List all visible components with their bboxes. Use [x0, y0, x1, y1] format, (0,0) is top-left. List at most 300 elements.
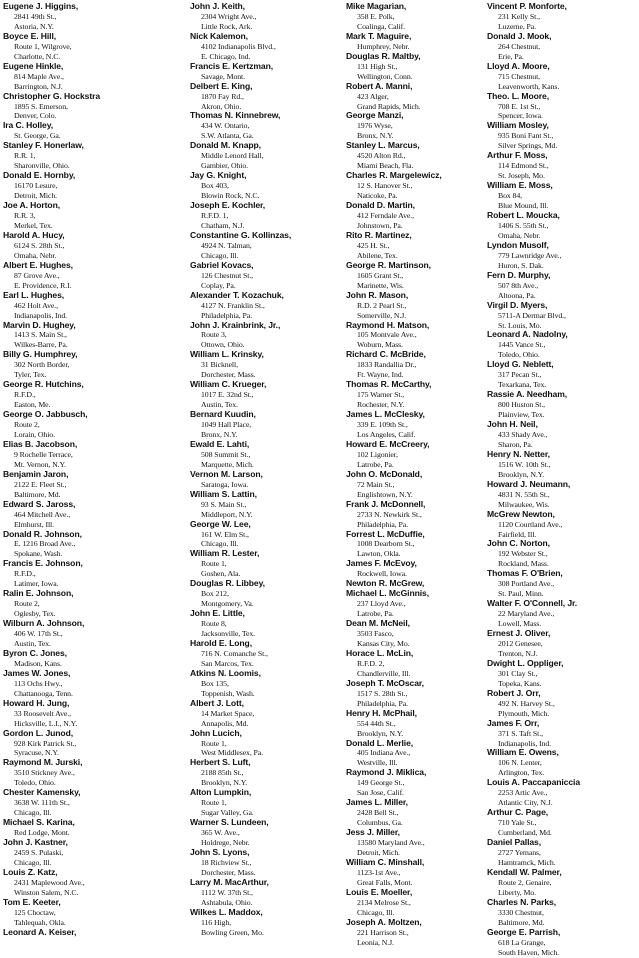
entry-address-line: 462 Holt Ave., — [14, 300, 58, 310]
entry-address-line: Goshen, Ala. — [201, 569, 241, 579]
directory-entry — [487, 211, 639, 241]
entry-address-line: Elmhurst, Ill. — [14, 519, 54, 529]
entry-address-line: Montgomery, Va. — [201, 599, 254, 609]
entry-address-line: 618 La Grange, — [498, 937, 546, 947]
entry-address-line: Baltimore, Md. — [14, 489, 61, 499]
entry-address-line: 2304 Wright Ave., — [201, 11, 257, 21]
entry-address-line: Atlantic City, N.J. — [498, 798, 553, 808]
directory-entry — [190, 2, 345, 32]
directory-entry — [346, 530, 501, 560]
directory-entry — [487, 778, 639, 808]
entry-address-line: Somerville, N.J. — [357, 310, 407, 320]
entry-address-line: 1517 S. 28th St., — [357, 688, 408, 698]
entry-address-line: Annapolis, Md. — [201, 718, 249, 728]
entry-name: Donald R. Johnson, — [3, 528, 82, 539]
entry-address-line: St. George, Ga. — [14, 131, 61, 141]
directory-entry — [3, 32, 158, 62]
directory-entry — [346, 858, 501, 888]
entry-name: James W. Jones, — [3, 667, 71, 678]
entry-address-line: Denver, Colo. — [14, 111, 57, 121]
directory-entry — [190, 111, 345, 141]
entry-name: Donald J. Mook, — [487, 30, 552, 41]
entry-name: Walter F. O'Connell, Jr. — [487, 598, 578, 609]
directory-entry — [190, 201, 345, 231]
entry-name: Virgil D. Myers, — [487, 299, 548, 310]
entry-address-line: 87 Grove Ave., — [14, 270, 60, 280]
entry-address-line: R.F.D. 1, — [201, 211, 229, 221]
entry-address-line: Blue Mound, Ill. — [498, 201, 549, 211]
directory-entry — [346, 111, 501, 141]
directory-entry — [487, 181, 639, 211]
directory-entry — [487, 151, 639, 181]
entry-name: Joe A. Horton, — [3, 200, 61, 211]
entry-address-line: Latrobe, Pa. — [357, 459, 394, 469]
entry-address-line: San Marcos, Tex. — [201, 658, 254, 668]
entry-address-line: 22 Maryland Ave., — [498, 609, 555, 619]
directory-entry — [346, 82, 501, 112]
entry-address-line: Middle Lenord Hall, — [201, 151, 264, 161]
entry-address-line: Spokane, Wash. — [14, 549, 63, 559]
entry-name: Charles N. Parks, — [487, 896, 556, 907]
entry-address-line: Brooklyn, N.Y. — [498, 469, 545, 479]
directory-entry — [3, 92, 158, 122]
entry-address-line: Plymouth, Mich. — [498, 708, 550, 718]
directory-entry — [3, 141, 158, 171]
directory-entry — [346, 828, 501, 858]
entry-address-line: 33 Roosevelt Ave., — [14, 708, 71, 718]
entry-address-line: 2841 49th St., — [14, 11, 57, 21]
entry-name: Forrest L. McDuffie, — [346, 528, 425, 539]
entry-name: John J. Kastner, — [3, 837, 68, 848]
entry-address-line: Chattanooga, Tenn. — [14, 688, 73, 698]
entry-address-line: Rockland, Mass. — [498, 559, 549, 569]
entry-address-line: Kansas City, Mo. — [357, 639, 410, 648]
directory-entry — [190, 729, 345, 759]
entry-address-line: Winston Salem, N.C. — [14, 887, 79, 897]
entry-address-line: Hicksville, L.I., N.Y. — [14, 718, 78, 728]
entry-name: Atkins N. Loomis, — [190, 667, 261, 678]
entry-address-line: Madison, Kans. — [14, 658, 62, 668]
directory-entry — [487, 629, 639, 659]
entry-name: Henry H. McPhail, — [346, 707, 417, 718]
entry-address-line: Saratoga, Iowa. — [201, 479, 249, 489]
entry-name: Albert J. Lott, — [190, 697, 244, 708]
entry-address-line: Topeka, Kans. — [498, 678, 542, 688]
entry-address-line: 3330 Chestnut, — [498, 907, 544, 917]
entry-address-line: Bowling Green, Mo. — [201, 927, 264, 937]
entry-address-line: 508 Summit St., — [201, 449, 251, 459]
entry-name: Jay G. Knight, — [190, 170, 247, 181]
directory-entry — [487, 659, 639, 689]
entry-name: James F. McEvoy, — [346, 558, 417, 569]
entry-name: Arthur C. Page, — [487, 807, 549, 818]
entry-name: Mike Magarian, — [346, 1, 407, 11]
entry-address-line: 113 Ochs Hwy., — [14, 678, 63, 688]
entry-address-line: St. Louis, Mo. — [498, 320, 542, 330]
entry-name: James L. McClesky, — [346, 409, 425, 420]
entry-address-line: Altoona, Pa. — [498, 290, 536, 300]
entry-address-line: Route 2, — [14, 420, 40, 430]
directory-entry — [190, 788, 345, 818]
entry-address-line: 192 Webster St., — [498, 549, 548, 559]
entry-address-line: Great Falls, Mont. — [357, 877, 413, 887]
entry-name: Alexander T. Kozachuk, — [190, 289, 284, 300]
entry-name: Edward S. Jaross, — [3, 498, 76, 509]
entry-name: Henry N. Netter, — [487, 448, 550, 459]
entry-name: Billy G. Humphrey, — [3, 349, 78, 360]
entry-address-line: Route 1, Wilgrove, — [14, 41, 72, 51]
entry-address-line: 231 Kelly St., — [498, 11, 540, 21]
entry-address-line: Naticoke, Pa. — [357, 191, 398, 201]
entry-address-line: 3510 Stickney Ave., — [14, 768, 75, 778]
entry-address-line: 1008 Dearborn St., — [357, 539, 415, 549]
entry-address-line: Baltimore, Md. — [498, 917, 545, 927]
entry-name: Joseph A. Moltzen, — [346, 916, 422, 927]
directory-entry — [3, 350, 158, 380]
entry-address-line: 1870 Fay Rd., — [201, 91, 244, 101]
directory-entry — [346, 589, 501, 619]
entry-address-line: Blowin Rock, N.C. — [201, 191, 260, 201]
entry-address-line: Chandlerville, Ill. — [357, 668, 411, 678]
directory-entry — [3, 669, 158, 699]
entry-address-line: 2012 Genesee, — [498, 639, 543, 648]
directory-entry — [487, 719, 639, 749]
entry-address-line: 1406 S. 55th St., — [498, 220, 549, 230]
directory-entry — [3, 619, 158, 649]
directory-entry — [346, 500, 501, 530]
directory-entry — [190, 848, 345, 878]
entry-name: Albert E. Hughes, — [3, 259, 73, 270]
directory-entry — [346, 470, 501, 500]
entry-address-line: Plainview, Tex. — [498, 410, 545, 420]
directory-entry — [346, 440, 501, 470]
directory-entry — [3, 559, 158, 589]
entry-address-line: Abilene, Tex. — [357, 250, 398, 260]
directory-entry — [487, 241, 639, 271]
directory-entry — [487, 2, 639, 32]
entry-address-line: 221 Harrison St., — [357, 927, 409, 937]
entry-name: John E. Little, — [190, 608, 245, 619]
directory-entry — [487, 838, 639, 868]
directory-entry — [487, 928, 639, 958]
entry-address-line: 1017 E. 32nd St., — [201, 390, 254, 400]
directory-entry — [487, 390, 639, 420]
entry-address-line: 72 Main St., — [357, 479, 395, 489]
directory-entry — [346, 888, 501, 918]
entry-name: Newton R. McGrew, — [346, 578, 425, 589]
entry-address-line: Brooklyn, N.Y. — [357, 728, 404, 738]
entry-address-line: Ashtabula, Ohio. — [201, 897, 253, 907]
entry-address-line: 423 Alger, — [357, 91, 389, 101]
entry-address-line: Rockwell, Iowa. — [357, 569, 407, 579]
entry-name: Chester Kamensky, — [3, 787, 81, 798]
entry-address-line: 131 High St., — [357, 61, 398, 71]
entry-name: George R. Martinson, — [346, 259, 431, 270]
entry-address-line: Tyler, Tex. — [14, 370, 47, 380]
entry-address-line: 5711-A Dermar Blvd., — [498, 310, 566, 320]
entry-address-line: Chatham, N.J. — [201, 220, 245, 230]
entry-name: Howard E. McCreery, — [346, 438, 430, 449]
entry-address-line: Dorchester, Mass. — [201, 867, 256, 877]
entry-name: Fern D. Murphy, — [487, 269, 551, 280]
entry-address-line: 116 High, — [201, 917, 231, 927]
entry-address-line: Wellington, Conn. — [357, 71, 413, 81]
entry-name: Eugene Hinkle, — [3, 60, 64, 71]
entry-address-line: 13580 Maryland Ave., — [357, 838, 425, 848]
directory-entry — [3, 62, 158, 92]
entry-name: Francis E. Johnson, — [3, 558, 83, 569]
entry-address-line: E. Providence, R.I. — [14, 280, 72, 290]
directory-entry — [190, 878, 345, 908]
entry-name: Frank J. McDonnell, — [346, 498, 426, 509]
entry-address-line: 317 Pecan St., — [498, 370, 542, 380]
entry-address-line: Grand Rapids, Mich. — [357, 101, 421, 111]
entry-address-line: Ft. Wayne, Ind. — [357, 370, 404, 380]
entry-name: Elias B. Jacobson, — [3, 438, 78, 449]
entry-address-line: 105 Montvale Ave., — [357, 330, 417, 340]
directory-entry — [190, 818, 345, 848]
entry-address-line: 339 E. 109th St., — [357, 420, 408, 430]
entry-address-line: R.R. 3, — [14, 211, 36, 221]
entry-address-line: Box 212, — [201, 589, 229, 599]
entry-name: Leonard A. Nadolny, — [487, 329, 568, 340]
entry-address-line: 1120 Courtland Ave., — [498, 519, 563, 529]
directory-entry — [346, 141, 501, 171]
entry-address-line: E. Chicago, Ind. — [201, 51, 251, 61]
entry-name: Donald D. Martin, — [346, 200, 415, 211]
entry-address-line: Detroit, Mich. — [357, 848, 400, 858]
entry-address-line: Coplay, Pa. — [201, 280, 236, 290]
directory-column-3 — [346, 2, 501, 948]
entry-address-line: Middleport, N.Y. — [201, 509, 253, 519]
directory-entry — [3, 261, 158, 291]
entry-address-line: 4127 N. Franklin St., — [201, 300, 265, 310]
entry-name: Bernard Kuudin, — [190, 409, 256, 420]
entry-address-line: Spencer, Iowa. — [498, 111, 543, 121]
entry-name: Benjamin Jaron, — [3, 468, 69, 479]
entry-address-line: 237 Lloyd Ave., — [357, 599, 406, 609]
directory-entry — [346, 649, 501, 679]
entry-address-line: 9 Rochelle Terrace, — [14, 449, 73, 459]
directory-entry — [346, 261, 501, 291]
directory-entry — [346, 380, 501, 410]
directory-entry — [3, 291, 158, 321]
entry-address-line: 554 44th St., — [357, 718, 396, 728]
entry-address-line: 4924 N. Talman, — [201, 240, 252, 250]
entry-name: Gabriel Kovacs, — [190, 259, 254, 270]
directory-entry — [487, 330, 639, 360]
directory-entry — [346, 559, 501, 579]
entry-name: William E. Owens, — [487, 747, 559, 758]
directory-entry — [346, 2, 501, 32]
entry-address-line: Silver Springs, Md. — [498, 141, 558, 151]
directory-entry — [190, 261, 345, 291]
directory-entry — [3, 788, 158, 818]
entry-address-line: 6124 S. 28th St., — [14, 240, 65, 250]
entry-name: William R. Lester, — [190, 548, 260, 559]
entry-address-line: Savage, Mont. — [201, 71, 245, 81]
directory-entry — [487, 808, 639, 838]
entry-address-line: S.W. Atlanta, Ga. — [201, 131, 254, 141]
entry-address-line: Englishtown, N.Y. — [357, 489, 413, 499]
entry-name: Louis E. Moeller, — [346, 886, 413, 897]
entry-address-line: 1445 Vance St., — [498, 340, 546, 350]
directory-entry — [3, 231, 158, 261]
entry-address-line: Sharonville, Ohio. — [14, 161, 70, 171]
entry-address-line: 149 George St., — [357, 778, 405, 788]
directory-entry — [346, 410, 501, 440]
entry-address-line: 2253 Artic Ave., — [498, 788, 548, 798]
entry-name: Kendall W. Palmer, — [487, 866, 562, 877]
entry-address-line: 16170 Lesure, — [14, 181, 58, 191]
entry-address-line: Marquette, Mich. — [201, 459, 254, 469]
entry-name: Daniel Pallas, — [487, 837, 542, 848]
entry-name: Howard H. Jung, — [3, 697, 70, 708]
entry-address-line: 406 W. 17th St., — [14, 629, 63, 639]
entry-address-line: 301 Clay St., — [498, 668, 538, 678]
entry-address-line: 1413 S. Main St., — [14, 330, 67, 340]
directory-entry — [3, 898, 158, 928]
directory-entry — [3, 928, 158, 938]
entry-address-line: R.D. 2 Pearl St., — [357, 300, 407, 310]
entry-address-line: 31 Bicknell, — [201, 360, 238, 370]
entry-address-line: R.F.D. 2, — [357, 658, 385, 668]
entry-address-line: Luzerne, Pa. — [498, 21, 536, 31]
directory-entry — [487, 689, 639, 719]
entry-address-line: Route 2, Genaire, — [498, 877, 552, 887]
entry-name: Michael L. McGinnis, — [346, 588, 429, 599]
entry-address-line: Route 2, — [14, 599, 40, 609]
entry-name: Charles R. Margelewicz, — [346, 170, 442, 181]
entry-address-line: Sharon, Pa. — [498, 439, 533, 449]
directory-entry — [190, 639, 345, 669]
entry-address-line: Chicago, Ill. — [201, 250, 239, 260]
entry-address-line: 708 E. 1st St., — [498, 101, 541, 111]
entry-name: Delbert E. King, — [190, 80, 253, 91]
entry-name: Donald L. Merlie, — [346, 737, 414, 748]
entry-name: Boyce E. Hill, — [3, 30, 57, 41]
entry-address-line: 4520 Alton Rd., — [357, 151, 406, 161]
entry-address-line: Ottown, Ohio. — [201, 340, 245, 350]
entry-address-line: 928 Kirk Patrick St., — [14, 738, 77, 748]
entry-name: George Manzi, — [346, 110, 404, 121]
entry-name: Howard J. Neumann, — [487, 478, 571, 489]
entry-address-line: 3638 W. 111th St., — [14, 798, 70, 808]
entry-address-line: 2727 Yemans, — [498, 848, 541, 858]
entry-address-line: South Haven, Mich. — [498, 947, 560, 957]
entry-name: Horace L. McLin, — [346, 647, 414, 658]
entry-name: Wilkes L. Maddox, — [190, 906, 263, 917]
entry-address-line: Mt. Vernon, N.Y. — [14, 459, 66, 469]
entry-name: John H. Neil, — [487, 419, 538, 430]
entry-address-line: 365 W. Ave., — [201, 828, 240, 838]
directory-entry — [487, 480, 639, 510]
directory-entry — [3, 380, 158, 410]
entry-address-line: 12 S. Hanover St., — [357, 181, 413, 191]
directory-entry — [190, 380, 345, 410]
directory-entry — [346, 739, 501, 769]
entry-address-line: 492 N. Harvey St., — [498, 698, 555, 708]
entry-address-line: 2733 N. Newkirk St., — [357, 509, 422, 519]
entry-address-line: 425 H. St., — [357, 240, 390, 250]
entry-name: Stanley L. Marcus, — [346, 140, 420, 151]
directory-entry — [3, 201, 158, 231]
entry-address-line: Latrobe, Pa. — [357, 609, 394, 619]
entry-address-line: Fairfield, Ill. — [498, 529, 537, 539]
entry-address-line: Leonia, N.J. — [357, 937, 394, 947]
entry-name: William L. Krinsky, — [190, 349, 264, 360]
entry-name: James F. Orr, — [487, 717, 540, 728]
entry-name: Warner S. Lundeen, — [190, 817, 269, 828]
entry-address-line: Austin, Tex. — [201, 400, 238, 410]
entry-address-line: R.R. 1, — [14, 151, 36, 161]
entry-address-line: Lowell, Mass. — [498, 619, 542, 629]
directory-entry — [346, 201, 501, 231]
directory-entry — [487, 121, 639, 151]
entry-name: Ralin E. Johnson, — [3, 588, 74, 599]
entry-address-line: St. Joseph, Mo. — [498, 171, 545, 181]
entry-address-line: Box 84, — [498, 191, 522, 201]
entry-address-line: Route 8, — [201, 619, 227, 629]
entry-address-line: Charlotte, N.C. — [14, 51, 61, 61]
entry-name: Robert A. Manni, — [346, 80, 413, 91]
entry-address-line: Toledo, Ohio. — [498, 350, 540, 360]
entry-name: Raymond H. Matson, — [346, 319, 430, 330]
directory-entry — [190, 470, 345, 490]
directory-entry — [190, 321, 345, 351]
entry-address-line: 464 Mitchell Ave., — [14, 509, 71, 519]
directory-entry — [346, 32, 501, 52]
entry-address-line: 161 W. Elm St., — [201, 529, 249, 539]
entry-name: Richard C. McBride, — [346, 349, 426, 360]
entry-name: Donald E. Hornby, — [3, 170, 76, 181]
directory-entry — [346, 52, 501, 82]
directory-entry — [487, 868, 639, 898]
entry-address-line: 2431 Maplewood Ave., — [14, 877, 85, 887]
directory-entry — [3, 530, 158, 560]
entry-address-line: San Jose, Calif. — [357, 788, 404, 798]
directory-entry — [346, 679, 501, 709]
entry-name: Nick Kalemon, — [190, 30, 248, 41]
entry-address-line: 2134 Melrose St., — [357, 897, 411, 907]
directory-entry — [3, 699, 158, 729]
directory-entry — [346, 231, 501, 261]
entry-name: William Mosley, — [487, 120, 549, 131]
entry-address-line: Red Lodge, Mont. — [14, 828, 70, 838]
entry-address-line: Chicago, Ill. — [201, 539, 239, 549]
entry-name: Rassie A. Needham, — [487, 389, 568, 400]
entry-name: Vincent P. Monforte, — [487, 1, 567, 11]
entry-address-line: Tahlequah, Okla. — [14, 917, 66, 927]
entry-name: Earl L. Hughes, — [3, 289, 65, 300]
entry-address-line: 358 E. Polk, — [357, 11, 395, 21]
directory-entry — [190, 350, 345, 380]
entry-name: Vernon M. Larson, — [190, 468, 263, 479]
entry-address-line: Barrington, N.J. — [14, 81, 63, 91]
entry-address-line: 14 Market Space, — [201, 708, 255, 718]
directory-entry — [487, 271, 639, 301]
entry-name: Arthur F. Moss, — [487, 150, 548, 161]
entry-address-line: Huron, S. Dak. — [498, 260, 544, 270]
directory-entry — [487, 301, 639, 331]
entry-name: Lyndon Musolf, — [487, 239, 549, 250]
entry-address-line: Toppenish, Wash. — [201, 688, 255, 698]
directory-column-4 — [487, 2, 639, 958]
directory-entry — [3, 410, 158, 440]
directory-entry — [190, 669, 345, 699]
entry-name: Rito R. Martinez, — [346, 229, 412, 240]
entry-address-line: Gambier, Ohio. — [201, 161, 249, 171]
